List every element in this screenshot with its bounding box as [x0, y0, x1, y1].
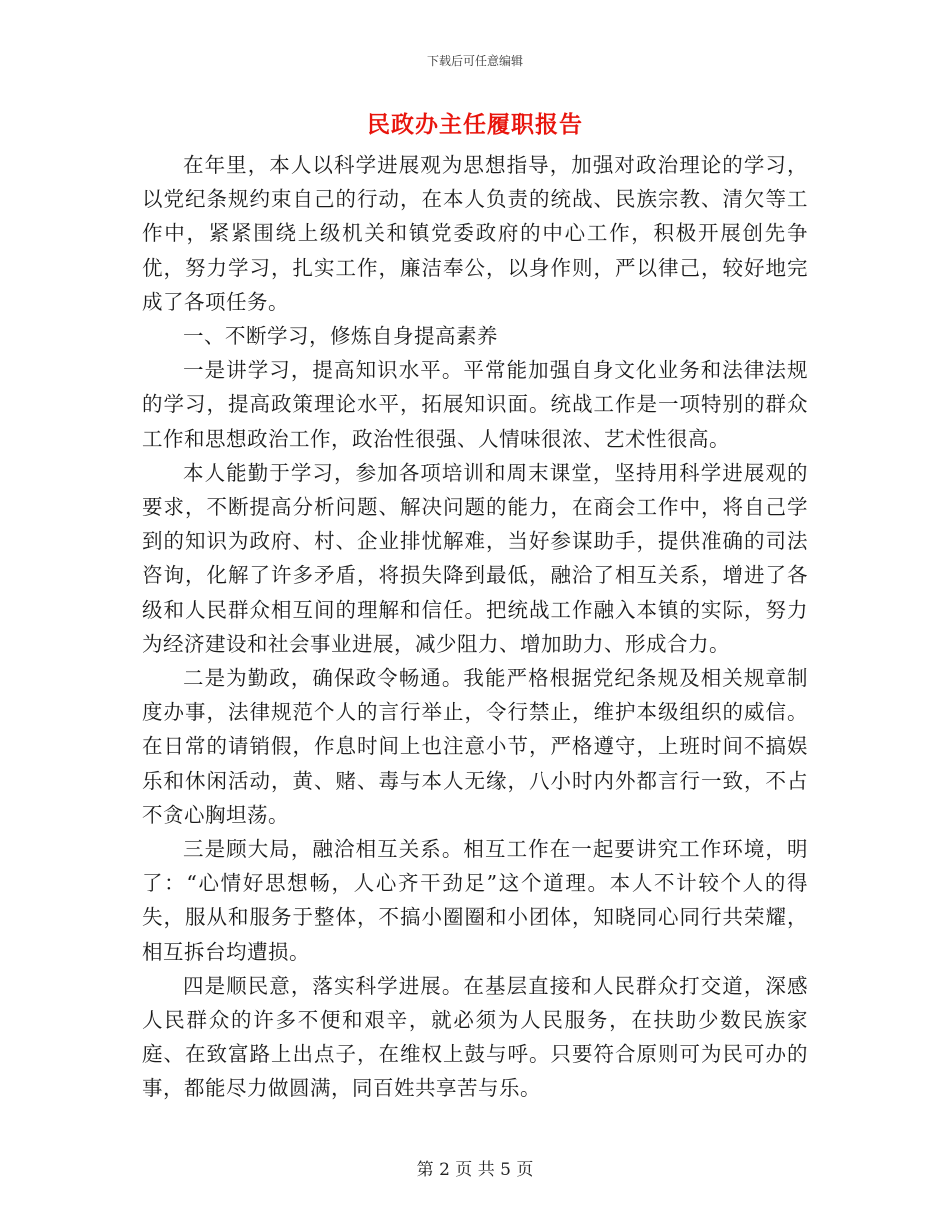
document-body — [142, 148, 808, 1106]
paragraph-intro: 在年里，本人以科学进展观为思想指导，加强对政治理论的学习，以党纪条规约束自己的行动，在本人负责的统战、民族宗教、清欠等工作中，紧紧围绕上级机关和镇党委政府的中心工作，积极开展创先争优，努力学习，扎实工作，廉洁奉公，以身作则，严以律己，较好地完成了各项任务。 — [142, 153, 808, 314]
page-header: 下载后可任意编辑 — [426, 54, 523, 68]
paragraph-diligence: 二是为勤政，确保政令畅通。我能严格根据党纪条规及相关规章制度办事，法律规范个人的言行举止，令行禁止，维护本级组织的威信。在日常的请销假，作息时间上也注意小节，严格遵守，上班时间不搞娱乐和休闲活动，黄、赌、毒与本人无缘，八小时内外都言行一致，不占不贪心胸坦荡。 — [142, 666, 808, 827]
document-title: 民政办主任履职报告 — [367, 112, 583, 138]
paragraph-training: 本人能勤于学习，参加各项培训和周末课堂，坚持用科学进展观的要求，不断提高分析问题、解决问题的能力，在商会工作中，将自己学到的知识为政府、村、企业排忧解难，当好参谋助手，提供准确的司法咨询，化解了许多矛盾，将损失降到最低，融洽了相互关系，增进了各级和人民群众相互间的理解和信任。把统战工作融入本镇的实际，努力为经济建设和社会事业进展，减少阻力、增加助力、形成合力。 — [142, 460, 808, 656]
section-heading-1: 一、不断学习，修炼自身提高素养 — [183, 324, 498, 349]
paragraph-overall: 三是顾大局，融洽相互关系。相互工作在一起要讲究工作环境，明了：“心情好思想畅，人心齐干劲足”这个道理。本人不计较个人的得失，服从和服务于整体，不搞小圈圈和小团体，知晓同心同行共荣耀，相互拆台均遭损。 — [142, 837, 808, 964]
page-number: 第 2 页 共 5 页 — [416, 1160, 534, 1180]
paragraph-study: 一是讲学习，提高知识水平。平常能加强自身文化业务和法律法规的学习，提高政策理论水平，拓展知识面。统战工作是一项特别的群众工作和思想政治工作，政治性很强、人情味很浓、艺术性很高。 — [142, 358, 808, 451]
paragraph-people: 四是顺民意，落实科学进展。在基层直接和人民群众打交道，深感人民群众的许多不便和艰辛，就必须为人民服务，在扶助少数民族家庭、在致富路上出点子，在维权上鼓与呼。只要符合原则可为民可办的事，都能尽力做圆满，同百姓共享苦与乐。 — [142, 973, 808, 1101]
